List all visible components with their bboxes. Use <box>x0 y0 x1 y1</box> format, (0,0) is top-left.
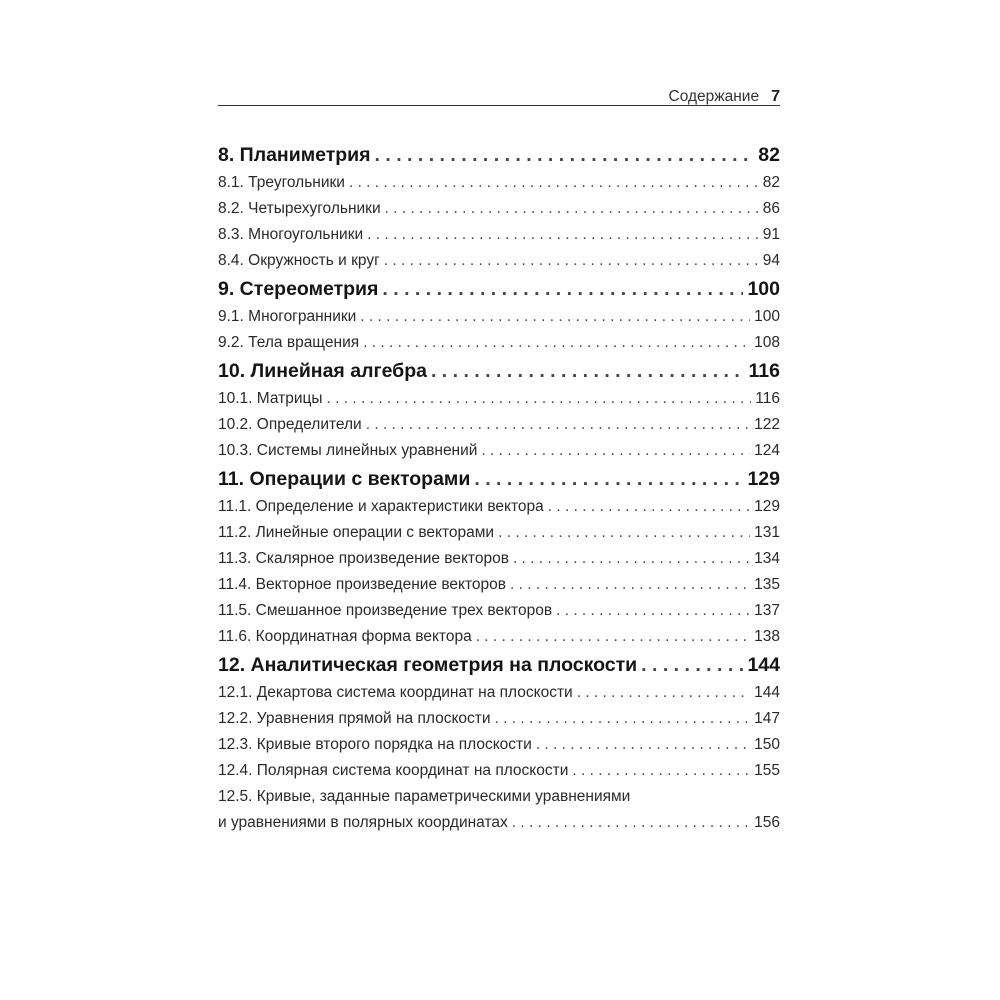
toc-page-number: 150 <box>754 736 780 753</box>
dot-leader <box>510 576 750 594</box>
toc-section-12-1[interactable] <box>218 684 780 710</box>
dot-leader <box>375 144 755 167</box>
toc-section-title: 11.5. Смешанное произведение трех векторов <box>218 602 553 619</box>
toc-page-number: 82 <box>758 144 780 166</box>
toc-section-10-3[interactable] <box>218 442 780 468</box>
toc-section-title: 10.2. Определители <box>218 416 362 433</box>
dot-leader <box>327 390 752 408</box>
toc-page-number: 134 <box>754 550 780 567</box>
dot-leader <box>360 308 750 326</box>
dot-leader <box>513 550 750 568</box>
toc-section-11-1[interactable] <box>218 498 780 524</box>
toc-section-11-4[interactable] <box>218 576 780 602</box>
toc-section-8-2[interactable] <box>218 200 780 226</box>
dot-leader <box>556 602 750 620</box>
dot-leader <box>382 278 743 301</box>
toc-section-title: 12.5. Кривые, заданные параметрическими уравнениями <box>218 788 631 805</box>
dot-leader <box>431 360 745 383</box>
header-title: Содержание <box>668 88 760 105</box>
toc-page-number: 147 <box>754 710 780 727</box>
toc-section-title: 11.3. Скалярное произведение векторов <box>218 550 509 567</box>
toc-section-title: 8.3. Многоугольники <box>218 226 364 243</box>
toc-page-number: 82 <box>762 174 780 191</box>
toc-section-8-1[interactable] <box>218 174 780 200</box>
dot-leader <box>367 226 759 244</box>
dot-leader <box>363 334 750 352</box>
toc-page-number: 100 <box>754 308 780 325</box>
dot-leader <box>385 200 759 218</box>
toc-section-12-5-line2[interactable] <box>218 814 780 840</box>
toc-page-number: 144 <box>754 684 780 701</box>
toc-page-number: 129 <box>747 468 780 490</box>
toc-section-11-2[interactable] <box>218 524 780 550</box>
toc-chapter-title: 9. Стереометрия <box>218 278 379 300</box>
toc-section-title: 9.2. Тела вращения <box>218 334 360 351</box>
toc-page-number: 94 <box>762 252 780 269</box>
dot-leader <box>366 416 750 434</box>
toc-section-title: 11.4. Векторное произведение векторов <box>218 576 507 593</box>
header-rule <box>218 105 780 106</box>
dot-leader <box>349 174 759 192</box>
toc-section-title: 11.6. Координатная форма вектора <box>218 628 472 645</box>
toc-chapter-8[interactable] <box>218 144 780 174</box>
running-header <box>218 80 780 106</box>
toc-page-number: 131 <box>754 524 780 541</box>
toc-section-12-4[interactable] <box>218 762 780 788</box>
toc-section-12-2[interactable] <box>218 710 780 736</box>
toc-page-number: 135 <box>754 576 780 593</box>
toc-page-number: 144 <box>747 654 780 676</box>
toc-section-title: 8.1. Треугольники <box>218 174 345 191</box>
toc-section-10-2[interactable] <box>218 416 780 442</box>
toc-chapter-title: 8. Планиметрия <box>218 144 371 166</box>
dot-leader <box>572 762 750 780</box>
toc-page-number: 122 <box>754 416 780 433</box>
table-of-contents <box>218 144 780 840</box>
dot-leader <box>512 814 750 832</box>
toc-section-11-3[interactable] <box>218 550 780 576</box>
toc-chapter-12[interactable] <box>218 654 780 684</box>
toc-section-title-continued: и уравнениями в полярных координатах <box>218 814 508 831</box>
toc-chapter-title: 12. Аналитическая геометрия на плоскости <box>218 654 638 676</box>
toc-section-title: 10.3. Системы линейных уравнений <box>218 442 478 459</box>
toc-section-9-1[interactable] <box>218 308 780 334</box>
toc-page-number: 155 <box>754 762 780 779</box>
toc-section-11-5[interactable] <box>218 602 780 628</box>
toc-chapter-title: 11. Операции с векторами <box>218 468 471 490</box>
toc-chapter-10[interactable] <box>218 360 780 390</box>
toc-section-title: 9.1. Многогранники <box>218 308 357 325</box>
toc-section-title: 12.1. Декартова система координат на плоскости <box>218 684 573 701</box>
dot-leader <box>548 498 750 516</box>
toc-page-number: 91 <box>762 226 780 243</box>
toc-chapter-title: 10. Линейная алгебра <box>218 360 427 382</box>
toc-section-9-2[interactable] <box>218 334 780 360</box>
toc-chapter-11[interactable] <box>218 468 780 498</box>
toc-section-10-1[interactable] <box>218 390 780 416</box>
toc-page-number: 129 <box>754 498 780 515</box>
toc-page-number: 108 <box>754 334 780 351</box>
toc-section-8-4[interactable] <box>218 252 780 278</box>
toc-section-title: 12.4. Полярная система координат на плоскости <box>218 762 569 779</box>
toc-section-title: 10.1. Матрицы <box>218 390 323 407</box>
toc-section-12-3[interactable] <box>218 736 780 762</box>
toc-page-number: 86 <box>762 200 780 217</box>
toc-section-title: 8.4. Окружность и круг <box>218 252 380 269</box>
page-number: 7 <box>771 88 780 105</box>
dot-leader <box>495 710 751 728</box>
toc-section-12-5-line1[interactable] <box>218 788 780 814</box>
toc-page-number: 137 <box>754 602 780 619</box>
dot-leader <box>536 736 750 754</box>
toc-page-number: 138 <box>754 628 780 645</box>
dot-leader <box>481 442 750 460</box>
toc-section-title: 12.3. Кривые второго порядка на плоскости <box>218 736 532 753</box>
toc-page-number: 156 <box>754 814 780 831</box>
toc-page-number: 116 <box>755 390 780 407</box>
toc-chapter-9[interactable] <box>218 278 780 308</box>
dot-leader <box>474 468 743 491</box>
toc-section-title: 11.2. Линейные операции с векторами <box>218 524 495 541</box>
toc-section-8-3[interactable] <box>218 226 780 252</box>
toc-page-number: 116 <box>748 360 780 382</box>
toc-page-number: 124 <box>754 442 780 459</box>
toc-section-11-6[interactable] <box>218 628 780 654</box>
dot-leader <box>577 684 750 702</box>
dot-leader <box>476 628 750 646</box>
dot-leader <box>384 252 759 270</box>
toc-section-title: 11.1. Определение и характеристики вектора <box>218 498 544 515</box>
dot-leader <box>641 654 743 677</box>
toc-section-title: 8.2. Четырехугольники <box>218 200 381 217</box>
dot-leader <box>498 524 750 542</box>
toc-section-title: 12.2. Уравнения прямой на плоскости <box>218 710 491 727</box>
toc-page-number: 100 <box>747 278 780 300</box>
